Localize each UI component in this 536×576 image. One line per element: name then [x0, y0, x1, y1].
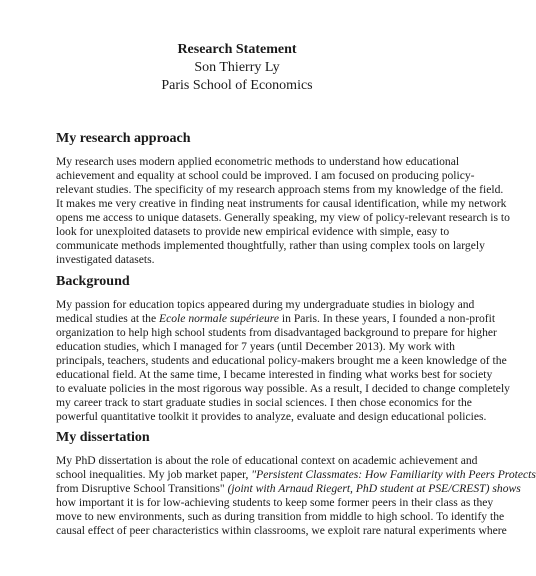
author-affiliation: Paris School of Economics	[161, 78, 313, 93]
paragraph-line: educational field. At the same time, I became interested in finding what works best for society	[56, 368, 493, 381]
section-dissertation	[56, 429, 536, 538]
paragraph-line: look for unexploited datasets to provide new empirical evidence with simple, easy to	[56, 225, 450, 238]
section-paragraph	[56, 454, 536, 538]
paragraph-line: achievement and equality at school could be improved. I am focused on producing policy-	[56, 169, 475, 182]
paragraph-line: how important it is for low-achieving students to keep some former peers in their class as they	[56, 496, 494, 509]
paragraph-line: my career track to start graduate studies in social sciences. I then chose economics for the	[56, 396, 472, 409]
paragraph-line: powerful quantitative toolkit it provides to analyze, evaluate and design educational policies.	[56, 410, 487, 423]
paragraph-line: to evaluate policies in the most rigorous way possible. As a result, I decided to change completely	[56, 382, 510, 395]
paragraph-line: organization to help high school students from disadvantaged background to prepare for higher	[56, 326, 497, 339]
paragraph-line: medical studies at the Ecole normale supérieure in Paris. In these years, I founded a non-profit	[56, 312, 496, 325]
paragraph-line: relevant studies. The specificity of my research approach stems from my knowledge of the field.	[56, 183, 504, 196]
paragraph-line: move to new environments, such as during transition from middle to high school. To identify the	[56, 510, 505, 523]
section-paragraph	[56, 155, 510, 267]
section-heading: Background	[56, 274, 130, 289]
document-title: Research Statement	[177, 42, 297, 57]
paragraph-line: It makes me very creative in finding neat instruments for causal identification, while my network	[56, 197, 507, 210]
paragraph-line: opens me access to unique datasets. Generally speaking, my view of policy-relevant research is to	[56, 211, 510, 224]
paragraph-line: principals, teachers, students and educational policy-makers brought me a keen knowledge of the	[56, 354, 507, 367]
paragraph-line: My passion for education topics appeared during my undergraduate studies in biology and	[56, 298, 475, 311]
section-paragraph	[56, 298, 510, 424]
document-header	[0, 40, 474, 95]
section-heading: My research approach	[56, 131, 191, 146]
section-heading: My dissertation	[56, 430, 150, 445]
paragraph-line: education studies, which I managed for 7 years (until December 2013). My work with	[56, 340, 455, 353]
paragraph-line: school inequalities. My job market paper, "Persistent Classmates: How Familiarity with Peers Protects	[56, 468, 536, 481]
author-name: Son Thierry Ly	[194, 60, 280, 75]
paragraph-line: communicate methods implemented thoughtfully, rather than using complex tools on largely	[56, 239, 485, 252]
paragraph-line: from Disruptive School Transitions" (joint with Arnaud Riegert, PhD student at PSE/CREST) shows	[56, 482, 521, 495]
paragraph-line: causal effect of peer characteristics within classrooms, we exploit rare natural experiments where	[56, 524, 507, 537]
section-research-approach	[56, 130, 510, 267]
paragraph-line: My PhD dissertation is about the role of educational context on academic achievement and	[56, 454, 478, 467]
section-background	[56, 273, 510, 424]
paragraph-line: investigated datasets.	[56, 253, 155, 266]
paragraph-line: My research uses modern applied econometric methods to understand how educational	[56, 155, 460, 168]
